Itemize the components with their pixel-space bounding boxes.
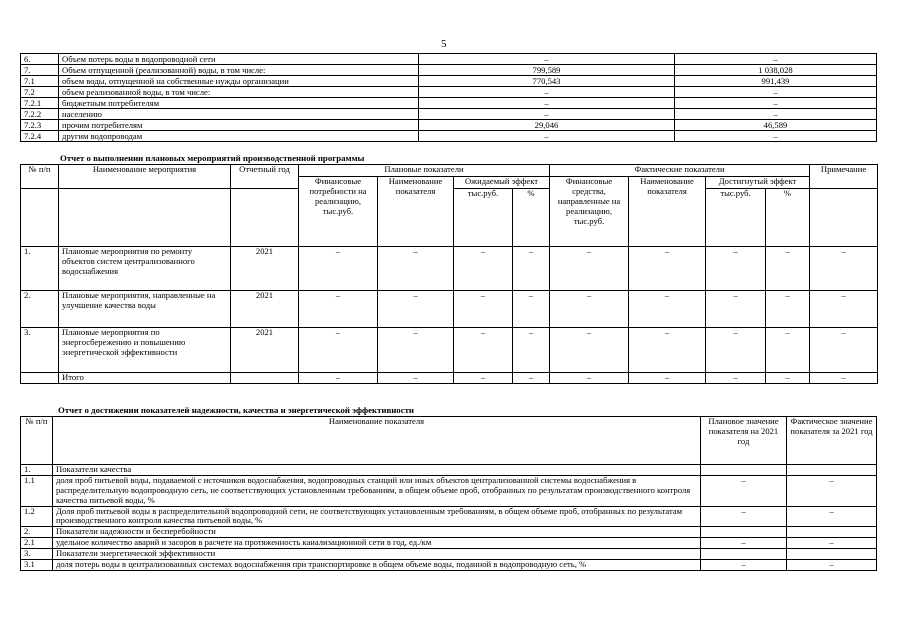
plan-finance-header: Финансовые потребности на реализацию, тыс.руб. — [299, 177, 378, 247]
program-cell: – — [299, 328, 378, 373]
indicators-table — [20, 416, 877, 571]
row-number: 3. — [21, 549, 53, 560]
row-number: 2. — [21, 291, 59, 328]
measure-name: Плановые мероприятия, направленные на улучшение качества воды — [59, 291, 231, 328]
indicator-fact — [787, 549, 877, 560]
program-cell: – — [454, 291, 513, 328]
program-cell: – — [454, 328, 513, 373]
fact-rub-header: тыс.руб. — [706, 189, 766, 247]
program-cell: – — [629, 291, 706, 328]
total-cell: – — [629, 373, 706, 384]
program-cell: – — [629, 247, 706, 291]
indicator-row — [21, 506, 877, 527]
plan-value: 29,046 — [419, 120, 675, 131]
plan-value: – — [419, 98, 675, 109]
fact-achieved-header: Достигнутый эффект — [706, 177, 810, 189]
indicator-plan — [701, 549, 787, 560]
fact-value: – — [675, 54, 877, 65]
program-cell: – — [706, 328, 766, 373]
program-row — [21, 247, 878, 291]
row-label: Объем потерь воды в водопроводной сети — [59, 54, 419, 65]
indicator-name: Показатели качества — [53, 465, 701, 476]
page-number: 5 — [441, 38, 447, 50]
program-measures-table — [20, 164, 878, 384]
total-cell: – — [513, 373, 550, 384]
program-cell: – — [378, 291, 454, 328]
row-label: бюджетным потребителям — [59, 98, 419, 109]
program-cell: – — [550, 291, 629, 328]
plan-value: – — [419, 109, 675, 120]
indicator-name: Показатели энергетической эффективности — [53, 549, 701, 560]
report-year: 2021 — [231, 247, 299, 291]
total-cell: – — [550, 373, 629, 384]
total-cell: – — [378, 373, 454, 384]
program-cell: – — [299, 291, 378, 328]
fact-value: 46,589 — [675, 120, 877, 131]
total-cell: – — [766, 373, 810, 384]
indicator-fact: – — [787, 559, 877, 570]
volume-row — [21, 65, 877, 76]
measure-name: Плановые мероприятия по энергосбережению и повышению энергетической эффективности — [59, 328, 231, 373]
indicators-report-title: Отчет о достижении показателей надежности, качества и энергетической эффективности — [58, 405, 414, 415]
indicator-fact: – — [787, 506, 877, 527]
indicator-name: Доля проб питьевой воды в распределительной водопроводной сети, не соответствующих установленным требованиям, в общем объеме проб, отобранных по результатам производственного контроля качества питьевой воды, % — [53, 506, 701, 527]
indicator-plan: – — [701, 506, 787, 527]
row-number: 7.1 — [21, 76, 59, 87]
plan-value: 770,543 — [419, 76, 675, 87]
program-cell: – — [766, 328, 810, 373]
program-cell: – — [766, 291, 810, 328]
fact-indicator-name-header: Наименование показателя — [629, 177, 706, 247]
ind-name-header: Наименование показателя — [53, 417, 701, 465]
indicator-name: доля потерь воды в централизованных системах водоснабжения при транспортировке в общем объеме воды, поданной в водопроводную сеть, % — [53, 559, 701, 570]
fact-finance-header: Финансовые средства, направленные на реализацию, тыс.руб. — [550, 177, 629, 247]
col-year-header: Отчетный год — [231, 165, 299, 189]
total-cell: – — [299, 373, 378, 384]
ind-fact-header: Фактическое значение показателя за 2021 год — [787, 417, 877, 465]
indicator-name: доля проб питьевой воды, подаваемой с источников водоснабжения, водопроводных станций или иных объектов централизованной системы водоснабжения в распределительную водопроводную сеть, не соответствующих установленным требованиям, в общем объеме проб, отобранных по результатам производственного контроля качества питьевой воды, % — [53, 475, 701, 506]
row-label: объем реализованной воды, в том числе: — [59, 87, 419, 98]
row-number: 3. — [21, 328, 59, 373]
row-number: 1. — [21, 465, 53, 476]
row-number: 1.1 — [21, 475, 53, 506]
program-cell: – — [550, 328, 629, 373]
indicator-row — [21, 538, 877, 549]
indicator-row — [21, 559, 877, 570]
volume-row — [21, 131, 877, 142]
plan-value: – — [419, 131, 675, 142]
total-label: Итого — [59, 373, 231, 384]
program-cell: – — [378, 247, 454, 291]
total-cell: – — [810, 373, 878, 384]
program-cell: – — [629, 328, 706, 373]
plan-value: 799,589 — [419, 65, 675, 76]
indicator-fact: – — [787, 475, 877, 506]
program-cell: – — [766, 247, 810, 291]
indicator-fact: – — [787, 538, 877, 549]
col-name-header: Наименование мероприятия — [59, 165, 231, 189]
program-cell: – — [810, 247, 878, 291]
volume-row — [21, 87, 877, 98]
row-label: прочим потребителям — [59, 120, 419, 131]
row-number: 2. — [21, 527, 53, 538]
indicator-plan — [701, 527, 787, 538]
indicator-plan: – — [701, 475, 787, 506]
report-year: 2021 — [231, 328, 299, 373]
indicator-fact — [787, 527, 877, 538]
total-year — [231, 373, 299, 384]
indicator-plan: – — [701, 559, 787, 570]
plan-pct-header: % — [513, 189, 550, 247]
program-cell: – — [706, 247, 766, 291]
row-label: Объем отпущенной (реализованной) воды, в том числе: — [59, 65, 419, 76]
row-number: 7.2.3 — [21, 120, 59, 131]
fact-value: – — [675, 131, 877, 142]
program-report-title: Отчет о выполнении плановых мероприятий производственной программы — [60, 153, 365, 163]
ind-num-header: № п/п — [21, 417, 53, 465]
measure-name: Плановые мероприятия по ремонту объектов систем централизованного водоснабжения — [59, 247, 231, 291]
row-number: 2.1 — [21, 538, 53, 549]
plan-indicator-name-header: Наименование показателя — [378, 177, 454, 247]
volume-row — [21, 76, 877, 87]
row-number: 7.2.1 — [21, 98, 59, 109]
ind-plan-header: Плановое значение показателя на 2021 год — [701, 417, 787, 465]
volume-row — [21, 98, 877, 109]
row-label: другим водопроводам — [59, 131, 419, 142]
indicator-plan: – — [701, 538, 787, 549]
program-cell: – — [513, 247, 550, 291]
indicator-name: Показатели надежности и бесперебойности — [53, 527, 701, 538]
indicator-fact — [787, 465, 877, 476]
indicator-row — [21, 527, 877, 538]
program-cell: – — [513, 328, 550, 373]
row-number: 1. — [21, 247, 59, 291]
program-row — [21, 291, 878, 328]
program-cell: – — [706, 291, 766, 328]
total-cell: – — [454, 373, 513, 384]
row-number: 7.2.2 — [21, 109, 59, 120]
program-cell: – — [810, 328, 878, 373]
volume-row — [21, 54, 877, 65]
plan-value: – — [419, 87, 675, 98]
volume-row — [21, 120, 877, 131]
plan-rub-header: тыс.руб. — [454, 189, 513, 247]
col-num-header: № п/п — [21, 165, 59, 189]
fact-value: 1 038,028 — [675, 65, 877, 76]
fact-value: – — [675, 87, 877, 98]
plan-value: – — [419, 54, 675, 65]
row-number: 1.2 — [21, 506, 53, 527]
row-number: 7. — [21, 65, 59, 76]
fact-group-header: Фактические показатели — [550, 165, 810, 177]
fact-value: – — [675, 98, 877, 109]
total-cell: – — [706, 373, 766, 384]
program-cell: – — [378, 328, 454, 373]
indicator-plan — [701, 465, 787, 476]
indicator-row — [21, 465, 877, 476]
row-label: населению — [59, 109, 419, 120]
row-number: 3.1 — [21, 559, 53, 570]
row-number: 7.2 — [21, 87, 59, 98]
fact-value: – — [675, 109, 877, 120]
water-volume-table — [20, 53, 877, 142]
volume-row — [21, 109, 877, 120]
report-year: 2021 — [231, 291, 299, 328]
program-cell: – — [454, 247, 513, 291]
total-num — [21, 373, 59, 384]
fact-pct-header: % — [766, 189, 810, 247]
program-cell: – — [299, 247, 378, 291]
plan-group-header: Плановые показатели — [299, 165, 550, 177]
program-total-row — [21, 373, 878, 384]
indicator-name: удельное количество аварий и засоров в расчете на протяженность канализационной сети в год, ед./км — [53, 538, 701, 549]
program-cell: – — [810, 291, 878, 328]
program-cell: – — [550, 247, 629, 291]
row-label: объем воды, отпущенной на собственные нужды организации — [59, 76, 419, 87]
program-cell: – — [513, 291, 550, 328]
row-number: 7.2.4 — [21, 131, 59, 142]
col-note-header: Примечание — [810, 165, 878, 189]
indicator-row — [21, 475, 877, 506]
indicator-row — [21, 549, 877, 560]
plan-expected-header: Ожидаемый эффект — [454, 177, 550, 189]
program-row — [21, 328, 878, 373]
fact-value: 991,439 — [675, 76, 877, 87]
row-number: 6. — [21, 54, 59, 65]
